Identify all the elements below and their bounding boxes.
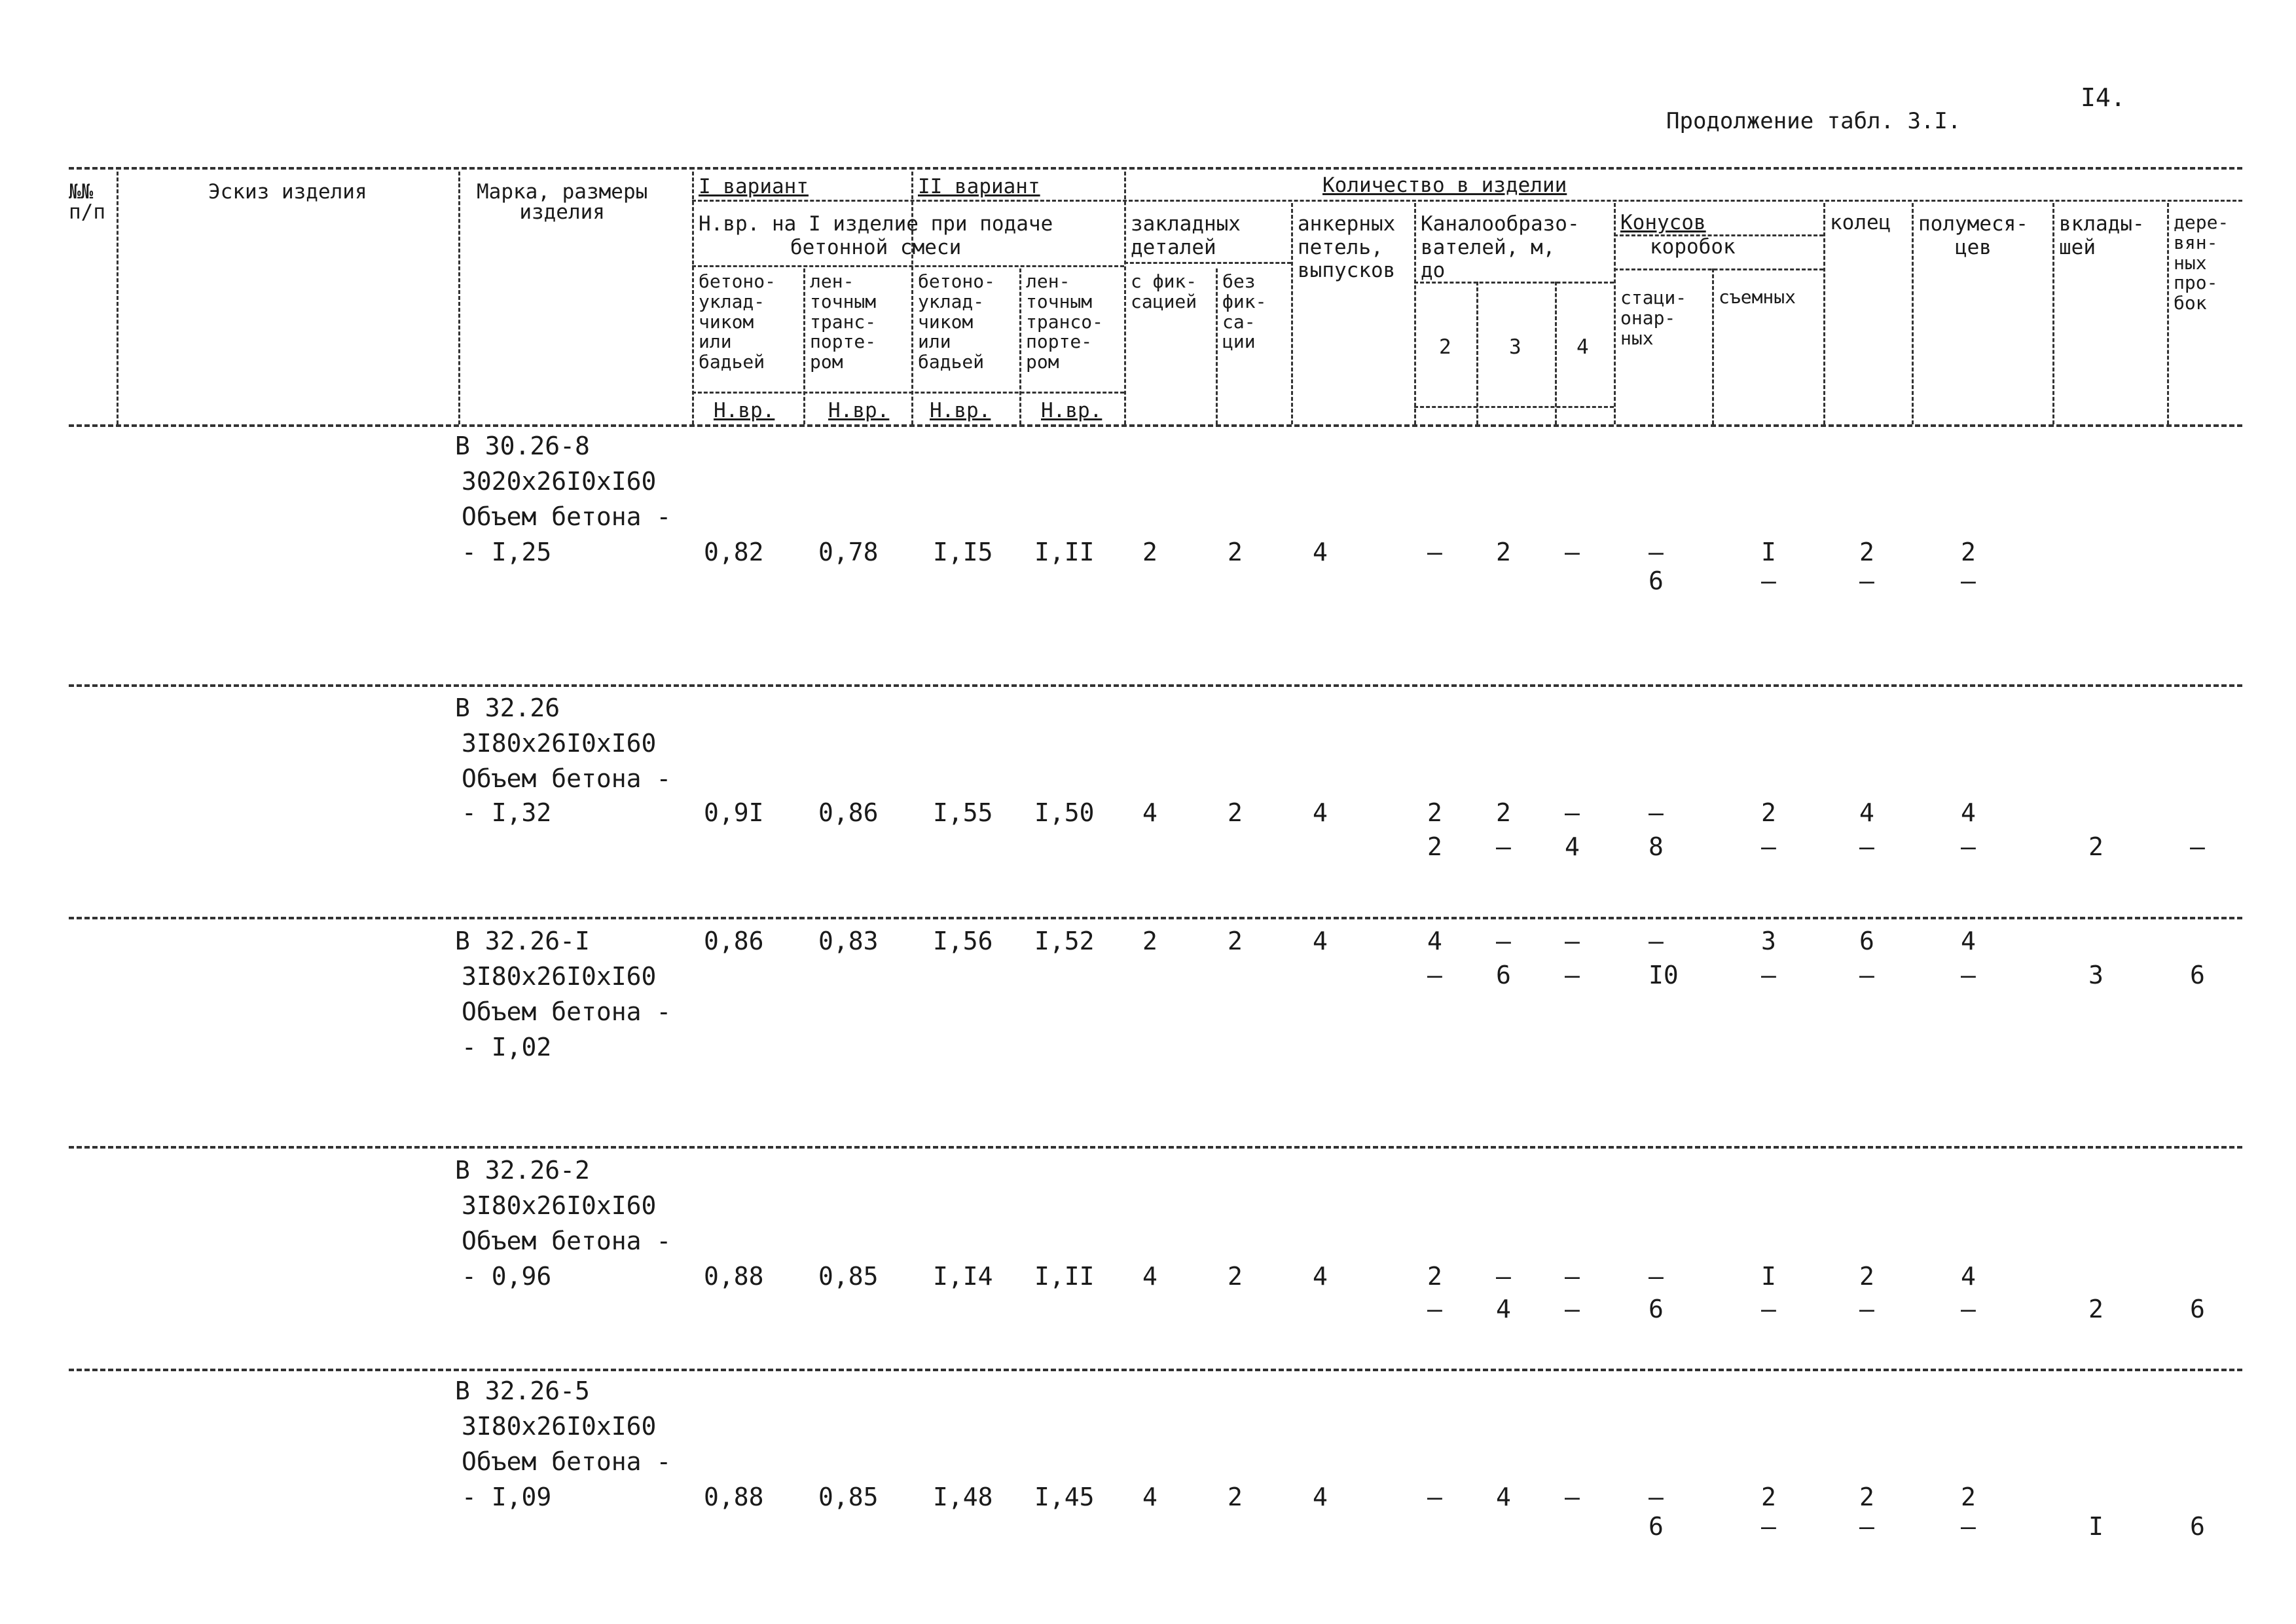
- row-stationary-2: I0: [1649, 961, 1679, 989]
- row-size: 3020x26I0xI60: [462, 467, 657, 496]
- header-variant-1: I вариант: [699, 175, 809, 198]
- row-v1-bucket: 0,88: [704, 1483, 764, 1511]
- row-v1-belt: 0,85: [818, 1262, 879, 1291]
- row-v2-bucket: I,I5: [933, 538, 993, 566]
- row-volume-label: Объем бетона -: [462, 764, 672, 793]
- header-boxes: коробок: [1650, 235, 1736, 259]
- row-ch3: 2: [1496, 798, 1511, 827]
- row-rings: 2: [1859, 1262, 1874, 1291]
- row-removable: 2: [1761, 798, 1776, 827]
- header-bottom-rule: [69, 424, 2242, 427]
- row-mark: В 32.26-I: [455, 927, 590, 955]
- row-removable: I: [1761, 538, 1776, 566]
- row-stationary-2: 8: [1649, 832, 1664, 861]
- row-half-moons-2: –: [1961, 566, 1976, 595]
- row-without-fix: 2: [1228, 927, 1243, 955]
- row-v1-belt: 0,86: [818, 798, 879, 827]
- header-rings: колец: [1830, 211, 1891, 234]
- row-v1-bucket: 0,9I: [704, 798, 764, 827]
- header-variant-2: II вариант: [918, 175, 1040, 198]
- row-plugs: –: [2190, 832, 2205, 861]
- row-ch4: –: [1565, 538, 1580, 566]
- header-channel-2: 2: [1439, 335, 1451, 359]
- row-ch4: –: [1565, 1262, 1580, 1291]
- row-rings-2: –: [1859, 832, 1874, 861]
- header-top-rule: [69, 167, 2242, 170]
- header-channel-4: 4: [1576, 335, 1589, 359]
- row-volume: - I,02: [462, 1033, 552, 1061]
- row-half-moons: 2: [1961, 1483, 1976, 1511]
- header-unit-1: Н.вр.: [714, 399, 775, 422]
- row-volume: - I,09: [462, 1483, 552, 1511]
- row-stationary: –: [1649, 538, 1664, 566]
- row-mark: В 30.26-8: [455, 432, 590, 460]
- row-size: 3I80x26I0xI60: [462, 1412, 657, 1441]
- row-rings: 2: [1859, 538, 1874, 566]
- row-removable-2: –: [1761, 1295, 1776, 1323]
- header-channel: Каналообразо- вателей, м, до: [1421, 212, 1580, 283]
- row-ch2-2: –: [1427, 1295, 1442, 1323]
- header-without-fix: без фик- са- ции: [1222, 270, 1267, 353]
- row-stationary: –: [1649, 798, 1664, 827]
- header-stationary: стаци- онар- ных: [1620, 287, 1687, 349]
- row-stationary: –: [1649, 927, 1664, 955]
- header-sketch: Эскиз изделия: [208, 180, 367, 204]
- page-number: I4.: [2081, 83, 2126, 112]
- row-inserts: 2: [2088, 832, 2104, 861]
- row-removable: 2: [1761, 1483, 1776, 1511]
- header-unit-3: Н.вр.: [930, 399, 991, 422]
- row-separator: [69, 684, 2242, 687]
- row-v2-bucket: I,55: [933, 798, 993, 827]
- row-half-moons-2: –: [1961, 1295, 1976, 1323]
- header-unit-2: Н.вр.: [828, 399, 890, 422]
- row-ch4-2: –: [1565, 961, 1580, 989]
- row-volume: - I,25: [462, 538, 552, 566]
- row-volume-label: Объем бетона -: [462, 502, 672, 531]
- header-bucket-1: бетоно- уклад- чиком или бадьей: [699, 270, 776, 373]
- row-removable-2: –: [1761, 566, 1776, 595]
- header-embedded: закладных деталей: [1131, 212, 1241, 259]
- row-anchor: 4: [1313, 1262, 1328, 1291]
- row-mark: В 32.26: [455, 693, 560, 722]
- row-v2-belt: I,50: [1034, 798, 1095, 827]
- header-mark: Марка, размеры изделия: [477, 180, 648, 224]
- row-stationary: –: [1649, 1483, 1664, 1511]
- row-half-moons-2: –: [1961, 832, 1976, 861]
- row-ch3: 4: [1496, 1483, 1511, 1511]
- header-plugs: дере- вян- ных про- бок: [2174, 212, 2229, 314]
- row-ch2: –: [1427, 538, 1442, 566]
- row-ch2: 2: [1427, 1262, 1442, 1291]
- row-with-fix: 4: [1142, 1483, 1157, 1511]
- header-num: №№ п/п: [69, 180, 105, 224]
- row-volume-label: Объем бетона -: [462, 1227, 672, 1255]
- row-mark: В 32.26-5: [455, 1376, 590, 1405]
- row-anchor: 4: [1313, 927, 1328, 955]
- row-ch2: 4: [1427, 927, 1442, 955]
- row-volume: - I,32: [462, 798, 552, 827]
- row-ch3: –: [1496, 927, 1511, 955]
- row-inserts: 3: [2088, 961, 2104, 989]
- row-anchor: 4: [1313, 538, 1328, 566]
- row-stationary-2: 6: [1649, 1295, 1664, 1323]
- row-v2-belt: I,II: [1034, 538, 1095, 566]
- header-belt-2: лен- точным трансо- порте- ром: [1026, 270, 1104, 373]
- row-v2-bucket: I,I4: [933, 1262, 993, 1291]
- row-with-fix: 4: [1142, 798, 1157, 827]
- row-separator: [69, 1146, 2242, 1149]
- row-v2-bucket: I,56: [933, 927, 993, 955]
- row-rings: 2: [1859, 1483, 1874, 1511]
- row-without-fix: 2: [1228, 1483, 1243, 1511]
- row-inserts: I: [2088, 1512, 2104, 1541]
- row-removable-2: –: [1761, 961, 1776, 989]
- row-anchor: 4: [1313, 798, 1328, 827]
- row-ch4-2: 4: [1565, 832, 1580, 861]
- row-half-moons: 4: [1961, 1262, 1976, 1291]
- row-v1-bucket: 0,86: [704, 927, 764, 955]
- header-norm-time: Н.вр. на I изделие при подаче бетонной смеси: [699, 212, 1053, 259]
- row-ch3: –: [1496, 1262, 1511, 1291]
- row-size: 3I80x26I0xI60: [462, 729, 657, 758]
- row-removable: 3: [1761, 927, 1776, 955]
- row-rings-2: –: [1859, 961, 1874, 989]
- row-v1-belt: 0,78: [818, 538, 879, 566]
- row-ch3: 2: [1496, 538, 1511, 566]
- row-removable-2: –: [1761, 832, 1776, 861]
- row-rings-2: –: [1859, 566, 1874, 595]
- row-without-fix: 2: [1228, 798, 1243, 827]
- header-with-fix: с фик- сацией: [1131, 270, 1197, 312]
- row-size: 3I80x26I0xI60: [462, 962, 657, 991]
- row-separator: [69, 917, 2242, 919]
- header-unit-4: Н.вр.: [1041, 399, 1102, 422]
- row-stationary-2: 6: [1649, 1512, 1664, 1541]
- row-half-moons-2: –: [1961, 1512, 1976, 1541]
- row-anchor: 4: [1313, 1483, 1328, 1511]
- header-cones: Конусов: [1620, 211, 1706, 234]
- row-half-moons-2: –: [1961, 961, 1976, 989]
- header-quantity: Количество в изделии: [1322, 174, 1567, 197]
- row-removable: I: [1761, 1262, 1776, 1291]
- header-anchor: анкерных петель, выпусков: [1298, 212, 1396, 283]
- row-plugs: 6: [2190, 1512, 2205, 1541]
- row-inserts: 2: [2088, 1295, 2104, 1323]
- header-removable: съемных: [1719, 286, 1796, 308]
- row-with-fix: 4: [1142, 1262, 1157, 1291]
- table-continuation-label: Продолжение табл. 3.I.: [1666, 108, 1961, 134]
- row-ch2-2: 2: [1427, 832, 1442, 861]
- row-stationary: –: [1649, 1262, 1664, 1291]
- row-ch4: –: [1565, 927, 1580, 955]
- header-channel-3: 3: [1509, 335, 1522, 359]
- row-v1-belt: 0,85: [818, 1483, 879, 1511]
- row-v2-belt: I,52: [1034, 927, 1095, 955]
- row-half-moons: 2: [1961, 538, 1976, 566]
- row-ch3-2: –: [1496, 832, 1511, 861]
- row-ch4-2: –: [1565, 1295, 1580, 1323]
- row-ch2-2: –: [1427, 961, 1442, 989]
- row-separator: [69, 1369, 2242, 1371]
- row-volume-label: Объем бетона -: [462, 1447, 672, 1476]
- row-v2-belt: I,45: [1034, 1483, 1095, 1511]
- row-volume-label: Объем бетона -: [462, 997, 672, 1026]
- row-removable-2: –: [1761, 1512, 1776, 1541]
- row-ch3-2: 4: [1496, 1295, 1511, 1323]
- row-volume: - 0,96: [462, 1262, 552, 1291]
- row-with-fix: 2: [1142, 927, 1157, 955]
- row-ch2: –: [1427, 1483, 1442, 1511]
- row-half-moons: 4: [1961, 927, 1976, 955]
- header-half-moons: полумеся- цев: [1918, 212, 2028, 259]
- row-stationary-2: 6: [1649, 566, 1664, 595]
- row-rings: 4: [1859, 798, 1874, 827]
- header-belt-1: лен- точным транс- порте- ром: [810, 270, 877, 373]
- header-inserts: вклады- шей: [2059, 212, 2145, 259]
- row-v1-bucket: 0,88: [704, 1262, 764, 1291]
- row-plugs: 6: [2190, 1295, 2205, 1323]
- row-v1-belt: 0,83: [818, 927, 879, 955]
- row-rings-2: –: [1859, 1512, 1874, 1541]
- row-plugs: 6: [2190, 961, 2205, 989]
- row-ch3-2: 6: [1496, 961, 1511, 989]
- row-mark: В 32.26-2: [455, 1156, 590, 1185]
- row-rings: 6: [1859, 927, 1874, 955]
- row-with-fix: 2: [1142, 538, 1157, 566]
- row-without-fix: 2: [1228, 1262, 1243, 1291]
- row-v2-bucket: I,48: [933, 1483, 993, 1511]
- row-ch4: –: [1565, 798, 1580, 827]
- row-v2-belt: I,II: [1034, 1262, 1095, 1291]
- row-size: 3I80x26I0xI60: [462, 1191, 657, 1220]
- header-bucket-2: бетоно- уклад- чиком или бадьей: [918, 270, 996, 373]
- row-ch4: –: [1565, 1483, 1580, 1511]
- row-rings-2: –: [1859, 1295, 1874, 1323]
- row-v1-bucket: 0,82: [704, 538, 764, 566]
- row-ch2: 2: [1427, 798, 1442, 827]
- row-half-moons: 4: [1961, 798, 1976, 827]
- row-without-fix: 2: [1228, 538, 1243, 566]
